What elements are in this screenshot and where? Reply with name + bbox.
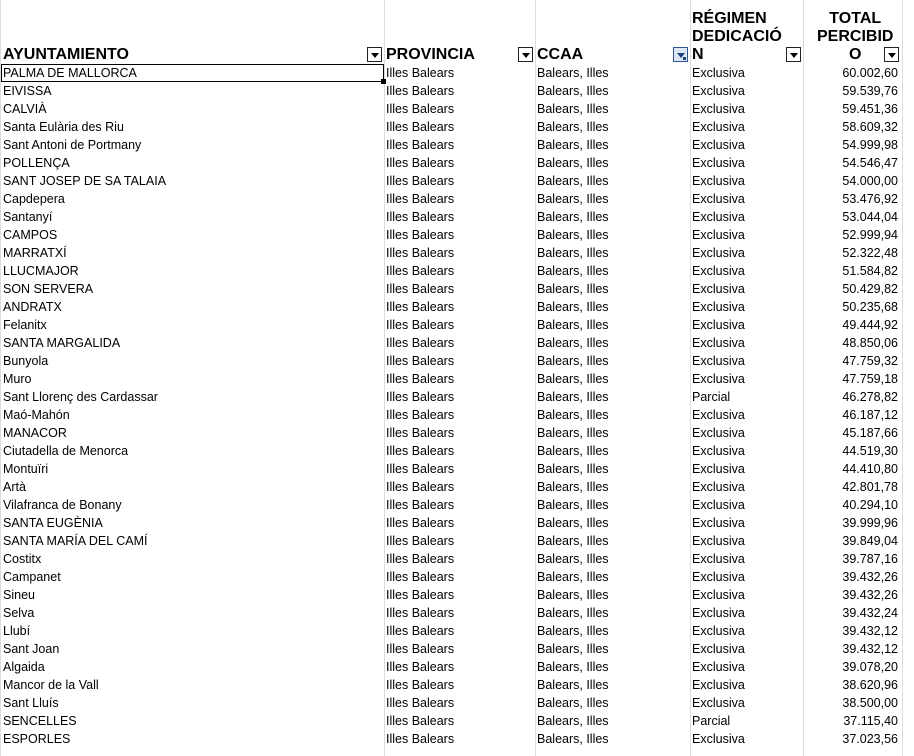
cell-regimen[interactable]: Parcial	[692, 390, 731, 404]
cell-provincia[interactable]: Illes Balears	[386, 390, 455, 404]
cell-regimen[interactable]: Exclusiva	[692, 354, 745, 368]
table-row	[0, 334, 914, 352]
cell-total[interactable]: 39.432,12	[842, 624, 898, 638]
header-label-regimen: RÉGIMEN DEDICACIÓ N	[692, 10, 782, 63]
fill-handle[interactable]	[381, 79, 386, 84]
table-row	[0, 262, 914, 280]
cell-regimen[interactable]: Exclusiva	[692, 606, 745, 620]
cell-total[interactable]: 39.849,04	[842, 534, 898, 548]
cell-ayuntamiento[interactable]: Costitx	[3, 552, 42, 566]
header-cell-provincia[interactable]	[384, 0, 535, 64]
cell-ayuntamiento[interactable]: Vilafranca de Bonany	[3, 498, 122, 512]
cell-ccaa[interactable]: Balears, Illes	[537, 678, 609, 692]
cell-total[interactable]: 53.044,04	[842, 210, 898, 224]
cell-ccaa[interactable]: Balears, Illes	[537, 408, 609, 422]
cell-provincia[interactable]: Illes Balears	[386, 336, 455, 350]
cell-total[interactable]: 51.584,82	[842, 264, 898, 278]
table-row	[0, 442, 914, 460]
cell-ayuntamiento[interactable]: Sant Llorenç des Cardassar	[3, 390, 158, 404]
cell-regimen[interactable]: Exclusiva	[692, 210, 745, 224]
table-row	[0, 208, 914, 226]
cell-ccaa[interactable]: Balears, Illes	[537, 120, 609, 134]
cell-ayuntamiento[interactable]: Sineu	[3, 588, 35, 602]
cell-ayuntamiento[interactable]: Ciutadella de Menorca	[3, 444, 129, 458]
cell-provincia[interactable]: Illes Balears	[386, 156, 455, 170]
cell-provincia[interactable]: Illes Balears	[386, 282, 455, 296]
cell-ccaa[interactable]: Balears, Illes	[537, 300, 609, 314]
cell-regimen[interactable]: Exclusiva	[692, 570, 745, 584]
table-row	[0, 478, 914, 496]
header-label-ccaa: CCAA	[537, 46, 584, 63]
cell-ayuntamiento[interactable]: Montuïri	[3, 462, 49, 476]
cell-ayuntamiento[interactable]: CALVIÀ	[3, 102, 47, 116]
cell-total[interactable]: 39.999,96	[842, 516, 898, 530]
table-row	[0, 568, 914, 586]
cell-ayuntamiento[interactable]: Bunyola	[3, 354, 49, 368]
cell-total[interactable]: 39.432,26	[842, 570, 898, 584]
cell-total[interactable]: 38.500,00	[842, 696, 898, 710]
cell-total[interactable]: 39.432,12	[842, 642, 898, 656]
table-row	[0, 550, 914, 568]
table-row	[0, 190, 914, 208]
cell-ayuntamiento[interactable]: PALMA DE MALLORCA	[3, 66, 137, 80]
cell-regimen[interactable]: Parcial	[692, 714, 731, 728]
cell-provincia[interactable]: Illes Balears	[386, 372, 455, 386]
cell-regimen[interactable]: Exclusiva	[692, 138, 745, 152]
cell-total[interactable]: 46.187,12	[842, 408, 898, 422]
cell-total[interactable]: 59.451,36	[842, 102, 898, 116]
header-cell-ayuntamiento[interactable]	[0, 0, 384, 64]
cell-provincia[interactable]: Illes Balears	[386, 246, 455, 260]
table-row	[0, 460, 914, 478]
cell-ccaa[interactable]: Balears, Illes	[537, 732, 609, 746]
table-row	[0, 244, 914, 262]
cell-ccaa[interactable]: Balears, Illes	[537, 318, 609, 332]
cell-regimen[interactable]: Exclusiva	[692, 462, 745, 476]
cell-total[interactable]: 60.002,60	[842, 66, 898, 80]
table-row	[0, 496, 914, 514]
cell-ayuntamiento[interactable]: SANT JOSEP DE SA TALAIA	[3, 174, 167, 188]
cell-provincia[interactable]: Illes Balears	[386, 228, 455, 242]
cell-ayuntamiento[interactable]: SANTA MARGALIDA	[3, 336, 121, 350]
cell-total[interactable]: 47.759,18	[842, 372, 898, 386]
table-row	[0, 424, 914, 442]
cell-provincia[interactable]: Illes Balears	[386, 84, 455, 98]
cell-ccaa[interactable]: Balears, Illes	[537, 714, 609, 728]
filter-dropdown-icon[interactable]	[786, 47, 801, 62]
cell-regimen[interactable]: Exclusiva	[692, 174, 745, 188]
cell-ayuntamiento[interactable]: Selva	[3, 606, 35, 620]
cell-total[interactable]: 54.999,98	[842, 138, 898, 152]
filter-dropdown-icon[interactable]	[518, 47, 533, 62]
table-row	[0, 82, 914, 100]
table-row	[0, 676, 914, 694]
cell-total[interactable]: 53.476,92	[842, 192, 898, 206]
cell-ccaa[interactable]: Balears, Illes	[537, 228, 609, 242]
cell-regimen[interactable]: Exclusiva	[692, 120, 745, 134]
cell-ayuntamiento[interactable]: Sant Joan	[3, 642, 60, 656]
header-label-provincia: PROVINCIA	[386, 46, 475, 63]
header-cell-regimen[interactable]	[690, 0, 803, 64]
cell-total[interactable]: 50.429,82	[842, 282, 898, 296]
cell-regimen[interactable]: Exclusiva	[692, 534, 745, 548]
cell-ccaa[interactable]: Balears, Illes	[537, 642, 609, 656]
cell-total[interactable]: 39.078,20	[842, 660, 898, 674]
cell-provincia[interactable]: Illes Balears	[386, 660, 455, 674]
cell-ayuntamiento[interactable]: Felanitx	[3, 318, 47, 332]
cell-regimen[interactable]: Exclusiva	[692, 678, 745, 692]
cell-ayuntamiento[interactable]: Capdepera	[3, 192, 65, 206]
cell-total[interactable]: 49.444,92	[842, 318, 898, 332]
cell-provincia[interactable]: Illes Balears	[386, 444, 455, 458]
cell-regimen[interactable]: Exclusiva	[692, 696, 745, 710]
table-row	[0, 370, 914, 388]
cell-ayuntamiento[interactable]: MARRATXÍ	[3, 246, 67, 260]
cell-ccaa[interactable]: Balears, Illes	[537, 210, 609, 224]
cell-total[interactable]: 38.620,96	[842, 678, 898, 692]
cell-ayuntamiento[interactable]: Muro	[3, 372, 32, 386]
cell-total[interactable]: 48.850,06	[842, 336, 898, 350]
cell-ccaa[interactable]: Balears, Illes	[537, 246, 609, 260]
table-row	[0, 172, 914, 190]
cell-total[interactable]: 59.539,76	[842, 84, 898, 98]
cell-ayuntamiento[interactable]: Campanet	[3, 570, 61, 584]
cell-regimen[interactable]: Exclusiva	[692, 84, 745, 98]
cell-ccaa[interactable]: Balears, Illes	[537, 534, 609, 548]
cell-provincia[interactable]: Illes Balears	[386, 606, 455, 620]
cell-ayuntamiento[interactable]: Santanyí	[3, 210, 53, 224]
table-row	[0, 604, 914, 622]
filter-dropdown-icon[interactable]	[884, 47, 899, 62]
cell-regimen[interactable]: Exclusiva	[692, 624, 745, 638]
cell-ccaa[interactable]: Balears, Illes	[537, 84, 609, 98]
table-row	[0, 118, 914, 136]
cell-ayuntamiento[interactable]: Algaida	[3, 660, 45, 674]
cell-provincia[interactable]: Illes Balears	[386, 642, 455, 656]
cell-provincia[interactable]: Illes Balears	[386, 174, 455, 188]
table-row	[0, 514, 914, 532]
cell-ccaa[interactable]: Balears, Illes	[537, 696, 609, 710]
cell-ccaa[interactable]: Balears, Illes	[537, 372, 609, 386]
cell-total[interactable]: 46.278,82	[842, 390, 898, 404]
cell-total[interactable]: 44.410,80	[842, 462, 898, 476]
cell-provincia[interactable]: Illes Balears	[386, 624, 455, 638]
table-row	[0, 136, 914, 154]
cell-regimen[interactable]: Exclusiva	[692, 318, 745, 332]
cell-provincia[interactable]: Illes Balears	[386, 516, 455, 530]
cell-ccaa[interactable]: Balears, Illes	[537, 174, 609, 188]
cell-regimen[interactable]: Exclusiva	[692, 642, 745, 656]
cell-total[interactable]: 52.322,48	[842, 246, 898, 260]
cell-provincia[interactable]: Illes Balears	[386, 264, 455, 278]
table-row	[0, 586, 914, 604]
cell-provincia[interactable]: Illes Balears	[386, 354, 455, 368]
table-row	[0, 154, 914, 172]
cell-provincia[interactable]: Illes Balears	[386, 300, 455, 314]
cell-provincia[interactable]: Illes Balears	[386, 552, 455, 566]
cell-ayuntamiento[interactable]: CAMPOS	[3, 228, 58, 242]
cell-regimen[interactable]: Exclusiva	[692, 552, 745, 566]
cell-provincia[interactable]: Illes Balears	[386, 588, 455, 602]
cell-provincia[interactable]: Illes Balears	[386, 120, 455, 134]
table-row	[0, 316, 914, 334]
cell-ccaa[interactable]: Balears, Illes	[537, 606, 609, 620]
cell-ayuntamiento[interactable]: ESPORLES	[3, 732, 71, 746]
header-cell-total[interactable]	[803, 0, 902, 64]
cell-ayuntamiento[interactable]: SENCELLES	[3, 714, 77, 728]
cell-ayuntamiento[interactable]: Llubí	[3, 624, 31, 638]
cell-ayuntamiento[interactable]: POLLENÇA	[3, 156, 70, 170]
cell-regimen[interactable]: Exclusiva	[692, 156, 745, 170]
cell-ccaa[interactable]: Balears, Illes	[537, 660, 609, 674]
cell-ayuntamiento[interactable]: SON SERVERA	[3, 282, 94, 296]
cell-regimen[interactable]: Exclusiva	[692, 66, 745, 80]
cell-ccaa[interactable]: Balears, Illes	[537, 138, 609, 152]
table-row	[0, 226, 914, 244]
cell-total[interactable]: 50.235,68	[842, 300, 898, 314]
cell-ccaa[interactable]: Balears, Illes	[537, 156, 609, 170]
cell-ccaa[interactable]: Balears, Illes	[537, 498, 609, 512]
table-row	[0, 658, 914, 676]
cell-total[interactable]: 42.801,78	[842, 480, 898, 494]
cell-regimen[interactable]: Exclusiva	[692, 372, 745, 386]
cell-regimen[interactable]: Exclusiva	[692, 102, 745, 116]
cell-regimen[interactable]: Exclusiva	[692, 228, 745, 242]
cell-ccaa[interactable]: Balears, Illes	[537, 462, 609, 476]
table-row	[0, 622, 914, 640]
table-row	[0, 352, 914, 370]
cell-provincia[interactable]: Illes Balears	[386, 714, 455, 728]
header-label-ayuntamiento: AYUNTAMIENTO	[3, 46, 129, 63]
cell-provincia[interactable]: Illes Balears	[386, 210, 455, 224]
header-label-total: TOTAL PERCIBID O	[817, 10, 894, 63]
cell-provincia[interactable]: Illes Balears	[386, 462, 455, 476]
cell-regimen[interactable]: Exclusiva	[692, 300, 745, 314]
table-row	[0, 388, 914, 406]
header-cell-ccaa[interactable]	[535, 0, 690, 64]
table-row	[0, 712, 914, 730]
cell-ayuntamiento[interactable]: Maó-Mahón	[3, 408, 70, 422]
cell-total[interactable]: 37.023,56	[842, 732, 898, 746]
cell-ayuntamiento[interactable]: SANTA EUGÈNIA	[3, 516, 103, 530]
table-row	[0, 280, 914, 298]
cell-total[interactable]: 54.546,47	[842, 156, 898, 170]
table-row	[0, 298, 914, 316]
cell-ccaa[interactable]: Balears, Illes	[537, 426, 609, 440]
cell-provincia[interactable]: Illes Balears	[386, 696, 455, 710]
cell-total[interactable]: 45.187,66	[842, 426, 898, 440]
cell-ccaa[interactable]: Balears, Illes	[537, 570, 609, 584]
cell-regimen[interactable]: Exclusiva	[692, 588, 745, 602]
cell-ccaa[interactable]: Balears, Illes	[537, 624, 609, 638]
cell-ayuntamiento[interactable]: Artà	[3, 480, 26, 494]
cell-ccaa[interactable]: Balears, Illes	[537, 264, 609, 278]
cell-ayuntamiento[interactable]: Santa Eulària des Riu	[3, 120, 124, 134]
cell-provincia[interactable]: Illes Balears	[386, 426, 455, 440]
cell-ccaa[interactable]: Balears, Illes	[537, 516, 609, 530]
cell-regimen[interactable]: Exclusiva	[692, 408, 745, 422]
cell-ayuntamiento[interactable]: MANACOR	[3, 426, 67, 440]
cell-provincia[interactable]: Illes Balears	[386, 138, 455, 152]
cell-provincia[interactable]: Illes Balears	[386, 480, 455, 494]
table-row	[0, 532, 914, 550]
cell-provincia[interactable]: Illes Balears	[386, 534, 455, 548]
cell-ccaa[interactable]: Balears, Illes	[537, 480, 609, 494]
cell-ccaa[interactable]: Balears, Illes	[537, 66, 609, 80]
cell-provincia[interactable]: Illes Balears	[386, 732, 455, 746]
table-row	[0, 406, 914, 424]
cell-ayuntamiento[interactable]: EIVISSA	[3, 84, 52, 98]
cell-total[interactable]: 47.759,32	[842, 354, 898, 368]
active-cell-selection[interactable]	[1, 64, 384, 82]
cell-total[interactable]: 37.115,40	[843, 714, 898, 728]
cell-regimen[interactable]: Exclusiva	[692, 264, 745, 278]
cell-ccaa[interactable]: Balears, Illes	[537, 282, 609, 296]
cell-provincia[interactable]: Illes Balears	[386, 498, 455, 512]
cell-ccaa[interactable]: Balears, Illes	[537, 552, 609, 566]
cell-ccaa[interactable]: Balears, Illes	[537, 390, 609, 404]
cell-regimen[interactable]: Exclusiva	[692, 516, 745, 530]
cell-regimen[interactable]: Exclusiva	[692, 282, 745, 296]
cell-ayuntamiento[interactable]: SANTA MARÍA DEL CAMÍ	[3, 534, 148, 548]
cell-ayuntamiento[interactable]: Sant Lluís	[3, 696, 59, 710]
cell-total[interactable]: 44.519,30	[842, 444, 898, 458]
table-row	[0, 100, 914, 118]
cell-regimen[interactable]: Exclusiva	[692, 192, 745, 206]
cell-regimen[interactable]: Exclusiva	[692, 480, 745, 494]
cell-ayuntamiento[interactable]: Mancor de la Vall	[3, 678, 99, 692]
cell-regimen[interactable]: Exclusiva	[692, 498, 745, 512]
filter-sorted-icon[interactable]	[673, 47, 688, 62]
cell-total[interactable]: 54.000,00	[842, 174, 898, 188]
cell-ccaa[interactable]: Balears, Illes	[537, 444, 609, 458]
cell-ccaa[interactable]: Balears, Illes	[537, 588, 609, 602]
cell-total[interactable]: 39.432,26	[842, 588, 898, 602]
cell-regimen[interactable]: Exclusiva	[692, 660, 745, 674]
cell-regimen[interactable]: Exclusiva	[692, 732, 745, 746]
cell-provincia[interactable]: Illes Balears	[386, 408, 455, 422]
table-row	[0, 640, 914, 658]
table-row	[0, 730, 914, 748]
cell-provincia[interactable]: Illes Balears	[386, 192, 455, 206]
cell-ccaa[interactable]: Balears, Illes	[537, 336, 609, 350]
cell-regimen[interactable]: Exclusiva	[692, 336, 745, 350]
cell-provincia[interactable]: Illes Balears	[386, 678, 455, 692]
cell-ccaa[interactable]: Balears, Illes	[537, 102, 609, 116]
filter-dropdown-icon[interactable]	[367, 47, 382, 62]
cell-total[interactable]: 39.787,16	[842, 552, 898, 566]
cell-provincia[interactable]: Illes Balears	[386, 102, 455, 116]
cell-provincia[interactable]: Illes Balears	[386, 570, 455, 584]
cell-ccaa[interactable]: Balears, Illes	[537, 354, 609, 368]
cell-ccaa[interactable]: Balears, Illes	[537, 192, 609, 206]
cell-ayuntamiento[interactable]: ANDRATX	[3, 300, 62, 314]
cell-regimen[interactable]: Exclusiva	[692, 444, 745, 458]
cell-provincia[interactable]: Illes Balears	[386, 66, 455, 80]
cell-ayuntamiento[interactable]: LLUCMAJOR	[3, 264, 79, 278]
cell-provincia[interactable]: Illes Balears	[386, 318, 455, 332]
cell-regimen[interactable]: Exclusiva	[692, 426, 745, 440]
cell-total[interactable]: 58.609,32	[842, 120, 898, 134]
cell-total[interactable]: 40.294,10	[842, 498, 898, 512]
table-row	[0, 694, 914, 712]
cell-regimen[interactable]: Exclusiva	[692, 246, 745, 260]
cell-total[interactable]: 52.999,94	[842, 228, 898, 242]
cell-ayuntamiento[interactable]: Sant Antoni de Portmany	[3, 138, 142, 152]
cell-total[interactable]: 39.432,24	[842, 606, 898, 620]
